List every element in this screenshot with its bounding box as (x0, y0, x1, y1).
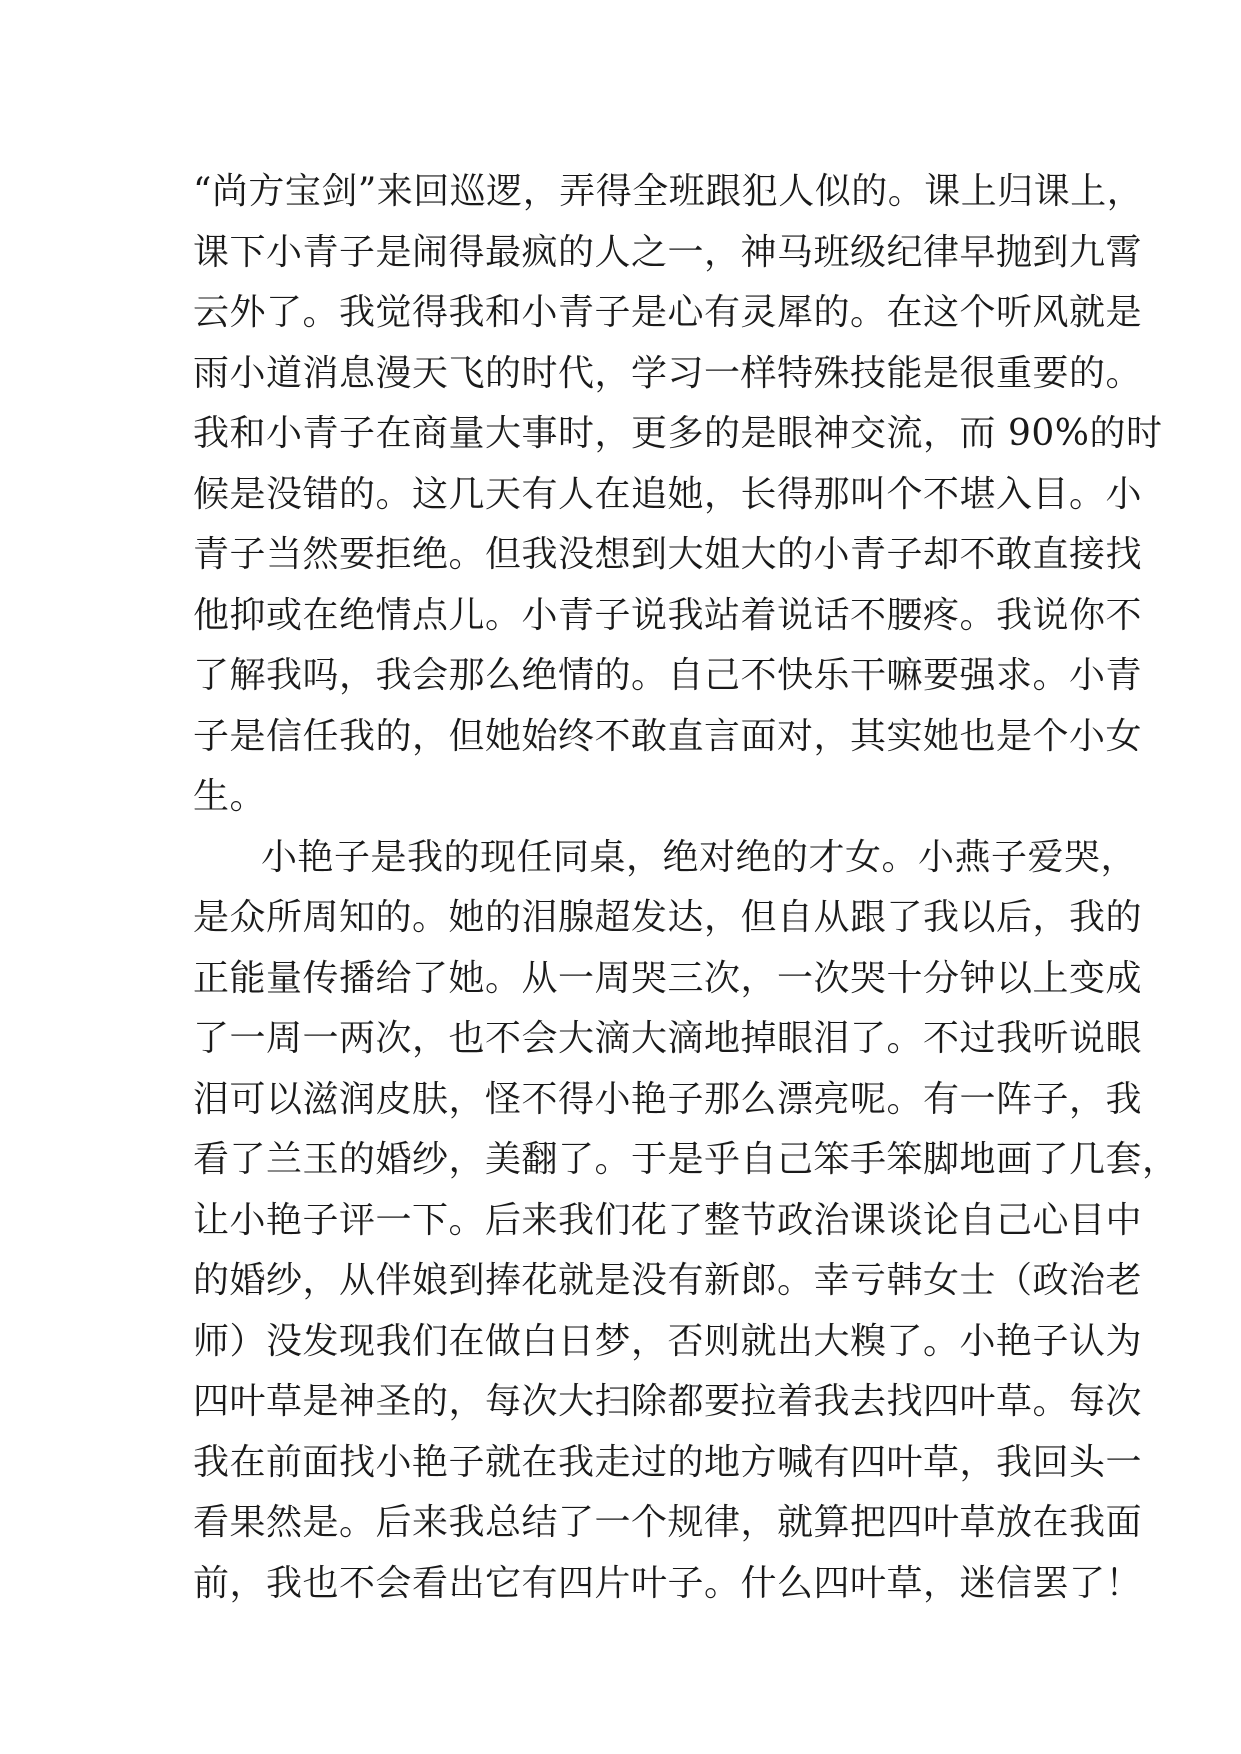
text-line: 课下小青子是闹得最疯的人之一，神马班级纪律早抛到九霄 (193, 231, 1143, 273)
text-line: 看果然是。后来我总结了一个规律，就算把四叶草放在我面 (193, 1502, 1143, 1543)
text-line: 青子当然要拒绝。但我没想到大姐大的小青子却不敢直接找 (193, 534, 1143, 575)
text-line: 师）没发现我们在做白日梦，否则就出大糗了。小艳子认为 (193, 1320, 1143, 1362)
text-line: 子是信任我的，但她始终不敢直言面对，其实她也是个小女 (193, 715, 1143, 757)
text-line: 云外了。我觉得我和小青子是心有灵犀的。在这个听风就是 (193, 292, 1143, 333)
text-line: 正能量传播给了她。从一周哭三次，一次哭十分钟以上变成 (193, 957, 1143, 999)
text-line: 了一周一两次，也不会大滴大滴地掉眼泪了。不过我听说眼 (193, 1018, 1143, 1059)
text-line: “尚方宝剑”来回巡逻，弄得全班跟犯人似的。课上归课上， (193, 171, 1144, 212)
text-line: 前，我也不会看出它有四片叶子。什么四叶草，迷信罢了！ (193, 1562, 1143, 1604)
text-line: 看了兰玉的婚纱，美翻了。于是乎自己笨手笨脚地画了几套， (193, 1139, 1179, 1180)
text-line: 让小艳子评一下。后来我们花了整节政治课谈论自己心目中 (193, 1199, 1143, 1241)
text-line: 了解我吗，我会那么绝情的。自己不快乐干嘛要强求。小青 (193, 655, 1143, 696)
text-line: 我在前面找小艳子就在我走过的地方喊有四叶草，我回头一 (193, 1441, 1143, 1483)
paragraph-1 (193, 162, 1163, 828)
text-line: 小艳子是我的现任同桌，绝对绝的才女。小燕子爱哭， (261, 836, 1138, 878)
text-line: 他抑或在绝情点儿。小青子说我站着说话不腰疼。我说你不 (193, 594, 1143, 636)
text-line: 是众所周知的。她的泪腺超发达，但自从跟了我以后，我的 (193, 897, 1143, 938)
document-body (193, 162, 1179, 1614)
text-line: 泪可以滋润皮肤，怪不得小艳子那么漂亮呢。有一阵子，我 (193, 1078, 1143, 1120)
text-line: 我和小青子在商量大事时，更多的是眼神交流，而 90%的时 (193, 413, 1163, 454)
text-line: 生。 (193, 776, 267, 817)
text-line: 四叶草是神圣的，每次大扫除都要拉着我去找四叶草。每次 (193, 1381, 1143, 1422)
paragraph-2 (193, 828, 1179, 1615)
text-line: 的婚纱，从伴娘到捧花就是没有新郎。幸亏韩女士（政治老 (193, 1260, 1143, 1301)
text-line: 雨小道消息漫天飞的时代，学习一样特殊技能是很重要的。 (193, 352, 1143, 394)
text-line: 候是没错的。这几天有人在追她，长得那叫个不堪入目。小 (193, 473, 1143, 515)
